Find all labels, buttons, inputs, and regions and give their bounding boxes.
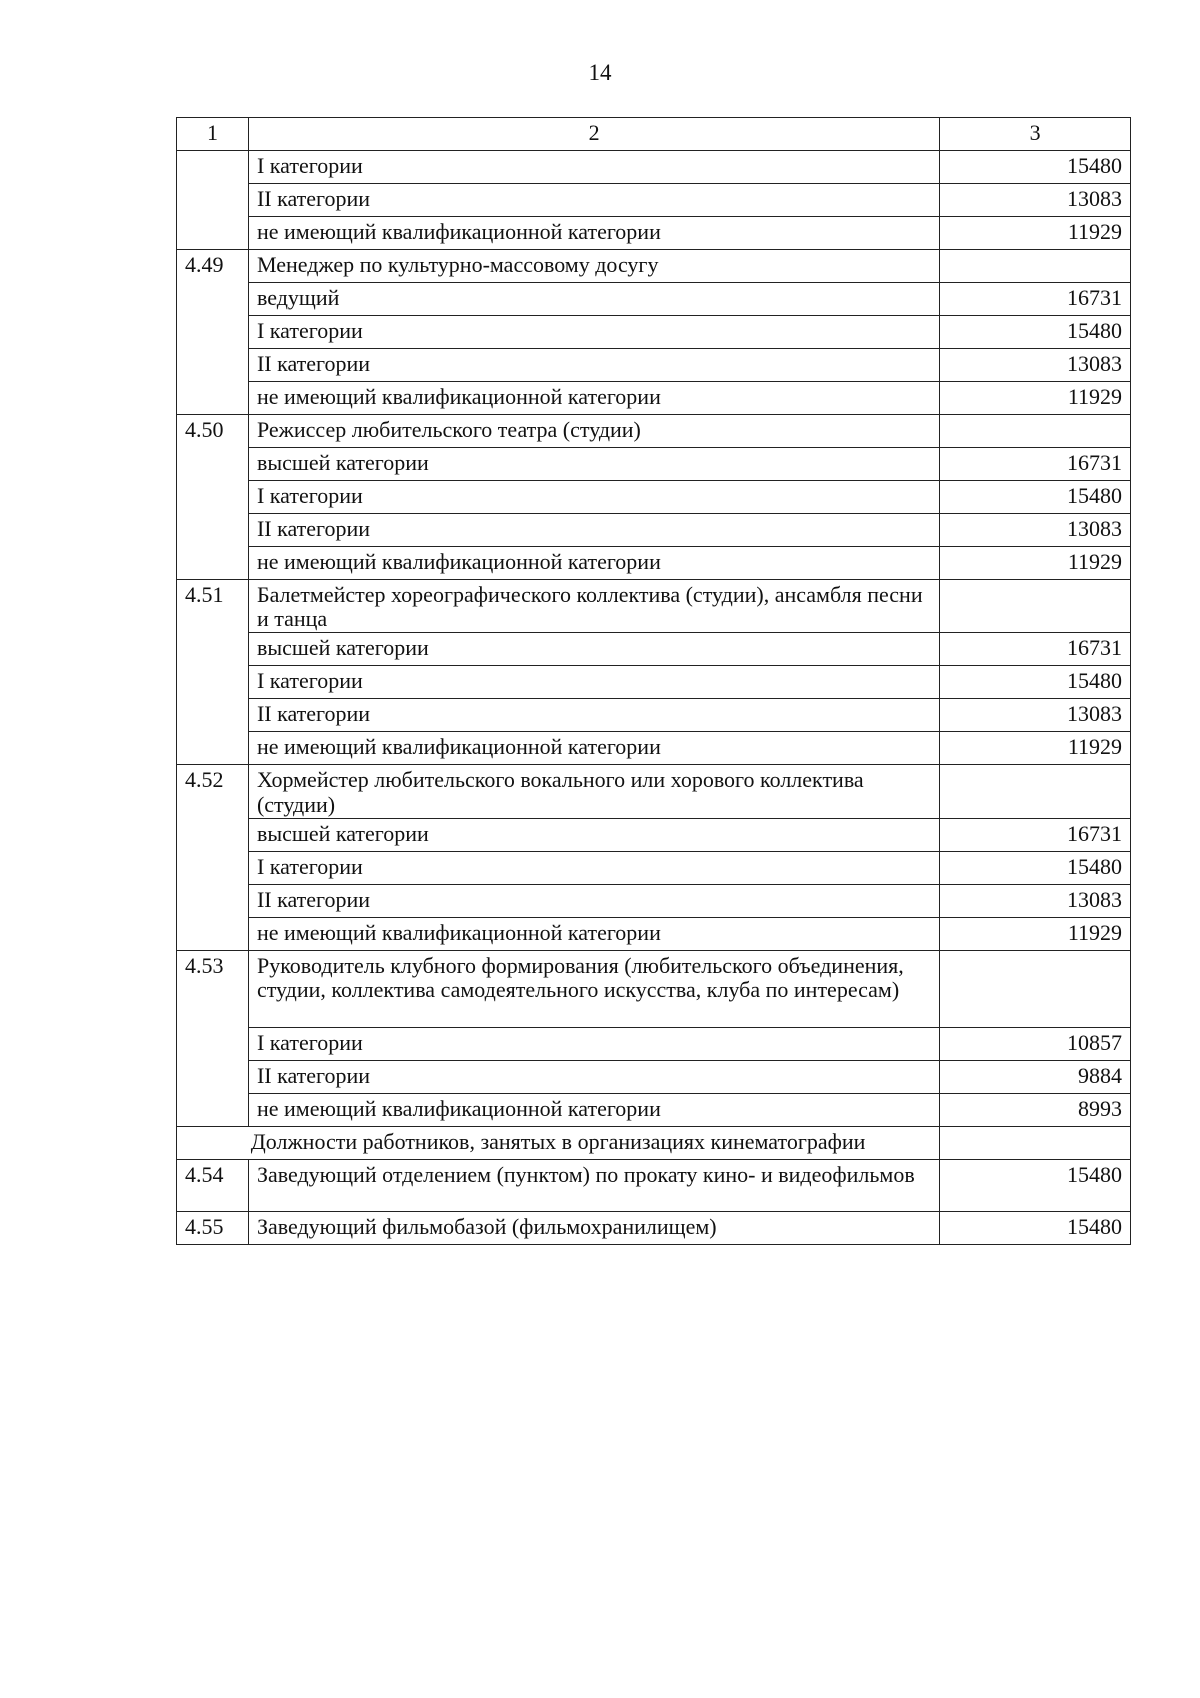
category-label: I категории <box>248 316 939 349</box>
category-label: I категории <box>248 151 939 184</box>
table-row <box>177 666 1131 699</box>
category-label: высшей категории <box>248 448 939 481</box>
section-heading: Должности работников, занятых в организациях кинематографии <box>177 1126 940 1159</box>
row-value: 13083 <box>940 884 1131 917</box>
table-row <box>177 250 1131 283</box>
row-value <box>940 1126 1131 1159</box>
category-label: не имеющий квалификационной категории <box>248 547 939 580</box>
row-value: 11929 <box>940 732 1131 765</box>
row-value: 8993 <box>940 1093 1131 1126</box>
position-title: Режиссер любительского театра (студии) <box>248 415 939 448</box>
category-label: I категории <box>248 851 939 884</box>
row-number: 4.51 <box>177 580 249 765</box>
table-row <box>177 917 1131 950</box>
category-label: не имеющий квалификационной категории <box>248 1093 939 1126</box>
table-row <box>177 448 1131 481</box>
row-value: 15480 <box>940 481 1131 514</box>
position-title: Хормейстер любительского вокального или хорового коллектива (студии) <box>248 765 939 818</box>
position-title: Заведующий отделением (пунктом) по прокату кино- и видеофильмов <box>248 1159 939 1211</box>
category-label: не имеющий квалификационной категории <box>248 732 939 765</box>
position-title: Менеджер по культурно-массовому досугу <box>248 250 939 283</box>
row-value: 15480 <box>940 666 1131 699</box>
table-row <box>177 283 1131 316</box>
category-label: не имеющий квалификационной категории <box>248 217 939 250</box>
row-value <box>940 950 1131 1027</box>
table-row <box>177 851 1131 884</box>
row-value: 10857 <box>940 1027 1131 1060</box>
category-label: II категории <box>248 184 939 217</box>
row-value: 15480 <box>940 316 1131 349</box>
row-value: 15480 <box>940 1159 1131 1211</box>
row-value: 13083 <box>940 184 1131 217</box>
table-row <box>177 316 1131 349</box>
row-value: 15480 <box>940 1211 1131 1244</box>
row-value: 16731 <box>940 633 1131 666</box>
row-number: 4.50 <box>177 415 249 580</box>
header-col-3: 3 <box>940 118 1131 151</box>
table-row <box>177 547 1131 580</box>
category-label: не имеющий квалификационной категории <box>248 382 939 415</box>
row-number: 4.54 <box>177 1159 249 1211</box>
table-row <box>177 950 1131 1027</box>
row-value: 11929 <box>940 917 1131 950</box>
row-number: 4.49 <box>177 250 249 415</box>
table-row <box>177 818 1131 851</box>
row-value: 11929 <box>940 217 1131 250</box>
table-row <box>177 765 1131 818</box>
category-label: высшей категории <box>248 818 939 851</box>
category-label: высшей категории <box>248 633 939 666</box>
table-row <box>177 514 1131 547</box>
row-value <box>940 250 1131 283</box>
row-value <box>940 765 1131 818</box>
table-row <box>177 1211 1131 1244</box>
table-row <box>177 1060 1131 1093</box>
row-number: 4.52 <box>177 765 249 950</box>
position-title: Руководитель клубного формирования (любительского объединения, студии, коллектива самодеятельного искусства, клуба по интересам) <box>248 950 939 1027</box>
row-number: 4.53 <box>177 950 249 1126</box>
row-value <box>940 415 1131 448</box>
table-row <box>177 1093 1131 1126</box>
table-body <box>177 118 1131 1245</box>
table-header-row <box>177 118 1131 151</box>
row-value: 11929 <box>940 547 1131 580</box>
row-value: 15480 <box>940 151 1131 184</box>
table-row <box>177 349 1131 382</box>
table-row <box>177 884 1131 917</box>
row-value: 11929 <box>940 382 1131 415</box>
category-label: I категории <box>248 1027 939 1060</box>
table-row <box>177 217 1131 250</box>
position-title: Заведующий фильмобазой (фильмохранилищем) <box>248 1211 939 1244</box>
row-value: 13083 <box>940 514 1131 547</box>
category-label: II категории <box>248 514 939 547</box>
header-col-1: 1 <box>177 118 249 151</box>
page-number: 14 <box>588 60 612 85</box>
table-row <box>177 1027 1131 1060</box>
row-value <box>940 580 1131 633</box>
row-value: 13083 <box>940 699 1131 732</box>
row-value: 16731 <box>940 283 1131 316</box>
header-col-2: 2 <box>248 118 939 151</box>
position-title: Балетмейстер хореографического коллектива (студии), ансамбля песни и танца <box>248 580 939 633</box>
table-row <box>177 732 1131 765</box>
category-label: не имеющий квалификационной категории <box>248 917 939 950</box>
table-row <box>177 382 1131 415</box>
category-label: ведущий <box>248 283 939 316</box>
row-number <box>177 151 249 250</box>
table-row <box>177 1126 1131 1159</box>
category-label: II категории <box>248 884 939 917</box>
table-row <box>177 699 1131 732</box>
category-label: II категории <box>248 699 939 732</box>
salary-table <box>176 117 1131 1245</box>
table-row <box>177 633 1131 666</box>
row-value: 16731 <box>940 818 1131 851</box>
category-label: II категории <box>248 349 939 382</box>
row-value: 15480 <box>940 851 1131 884</box>
table-row <box>177 151 1131 184</box>
table-row <box>177 1159 1131 1211</box>
row-value: 13083 <box>940 349 1131 382</box>
table-row <box>177 481 1131 514</box>
category-label: I категории <box>248 481 939 514</box>
table-row <box>177 580 1131 633</box>
row-number: 4.55 <box>177 1211 249 1244</box>
row-value: 9884 <box>940 1060 1131 1093</box>
row-value: 16731 <box>940 448 1131 481</box>
table-row <box>177 415 1131 448</box>
category-label: II категории <box>248 1060 939 1093</box>
category-label: I категории <box>248 666 939 699</box>
table-row <box>177 184 1131 217</box>
